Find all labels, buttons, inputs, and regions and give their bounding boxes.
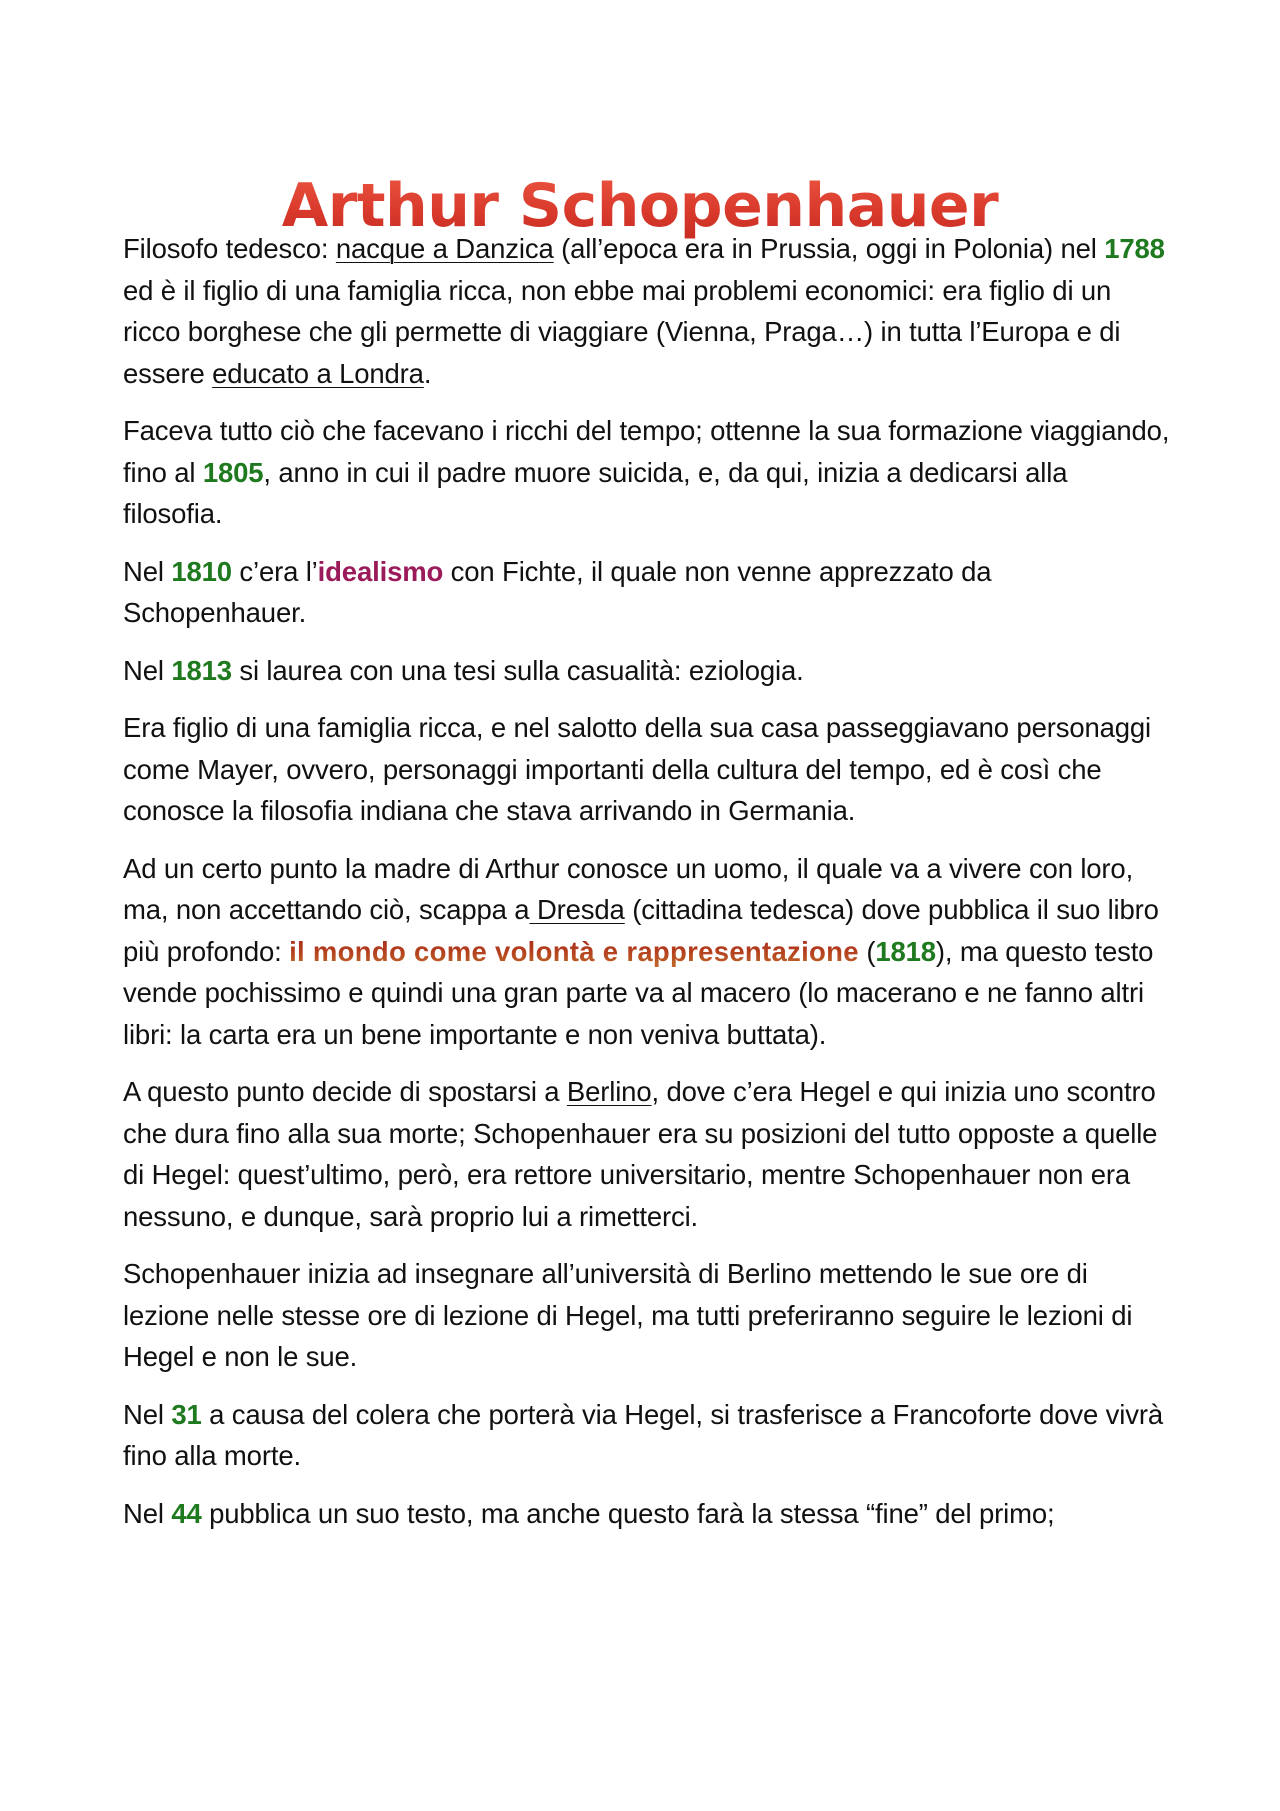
text-run: , dove c’era Hegel e qui inizia uno scontro che dura fino alla sua morte; Schopenhauer era su posizioni del tutto opposte a quelle di Hegel: quest’ultimo, però, era rettore universitario, mentre Schopenhauer non era nessuno, e dunque, sarà proprio lui a rimetterci. (123, 1076, 1158, 1232)
underlined-phrase: Dresda (529, 894, 625, 925)
underlined-phrase: nacque a Danzica (335, 233, 554, 264)
text-run: ), ma questo testo vende pochissimo e quindi una gran parte va al macero (lo macerano e ne fanno altri libri: la carta era un bene importante e non veniva buttata). (123, 935, 1154, 1050)
text-run: pubblica un suo testo, ma anche questo farà la stessa “fine” del primo; (201, 1497, 1055, 1529)
text-run: a causa del colera che porterà via Hegel, si trasferisce a Francoforte dove vivrà fino alla morte. (123, 1398, 1163, 1471)
text-run: Faceva tutto ciò che facevano i ricchi del tempo; ottenne la sua formazione viaggiando, fino al (123, 415, 1170, 488)
paragraph-frankfurt (123, 1394, 1173, 1477)
text-run: Nel (123, 1497, 172, 1529)
paragraph-family-salon (123, 707, 1173, 832)
year-highlight: 1813 (171, 654, 232, 686)
text-run: si laurea con una tesi sulla casualità: eziologia. (231, 654, 804, 686)
text-run: con Fichte, il quale non venne apprezzato da Schopenhauer. (123, 555, 992, 628)
text-run: A questo punto decide di spostarsi a (123, 1076, 567, 1107)
year-highlight: 1805 (202, 456, 264, 488)
text-run: (all’epoca era in Prussia, oggi in Polonia) nel (553, 233, 1105, 264)
text-run: Nel (123, 1398, 172, 1430)
year-highlight: 1818 (875, 935, 936, 967)
year-highlight: 31 (171, 1398, 202, 1430)
text-run: Schopenhauer inizia ad insegnare all’università di Berlino mettendo le sue ore di lezione nelle stesse ore di lezione di Hegel, ma tutti preferiranno seguire le lezioni di Hegel e non le sue. (123, 1258, 1133, 1372)
concept-highlight: idealismo (317, 555, 444, 587)
text-run: ed è il figlio di una famiglia ricca, non ebbe mai problemi economici: era figlio di un ricco borghese che gli permette di viaggiare (Vienna, Praga…) in tutta l’Europa e di essere (123, 274, 1121, 389)
text-run: Nel (123, 654, 172, 686)
paragraph-berlin (123, 1071, 1173, 1237)
text-run: (cittadina tedesca) dove pubblica il suo libro più profondo: (123, 894, 1159, 967)
text-run: c’era l’ (231, 555, 318, 587)
underlined-phrase: Berlino (566, 1076, 652, 1107)
paragraph-dresden (123, 848, 1173, 1056)
text-run: Ad un certo punto la madre di Arthur conosce un uomo, il quale va a vivere con loro, ma, non accettando ciò, scappa a (123, 852, 1134, 925)
year-highlight: 1810 (171, 555, 232, 587)
paragraph-second-publication (123, 1493, 1173, 1535)
text-run: Filosofo tedesco: (123, 233, 336, 264)
year-highlight: 44 (171, 1497, 202, 1529)
book-title-highlight: il mondo come volontà e rappresentazione (289, 935, 859, 967)
document-body (123, 228, 1173, 1550)
paragraph-idealism (123, 551, 1173, 634)
text-run: Era figlio di una famiglia ricca, e nel salotto della sua casa passeggiavano personaggi come Mayer, ovvero, personaggi importanti della cultura del tempo, ed è così che conosce la filosofia indiana che stava arrivando in Germania. (123, 712, 1152, 826)
underlined-phrase: educato a Londra (212, 357, 424, 389)
paragraph-formation (123, 410, 1173, 535)
text-run: . (423, 357, 432, 389)
text-run: , anno in cui il padre muore suicida, e, da qui, inizia a dedicarsi alla filosofia. (123, 456, 1068, 529)
paragraph-teaching (123, 1253, 1173, 1378)
text-run: Nel (123, 555, 172, 587)
paragraph-graduation (123, 650, 1173, 692)
text-run: ( (858, 935, 876, 967)
page-title: Arthur Schopenhauer (0, 166, 1280, 246)
year-highlight: 1788 (1104, 233, 1165, 264)
paragraph-birth (123, 228, 1173, 394)
